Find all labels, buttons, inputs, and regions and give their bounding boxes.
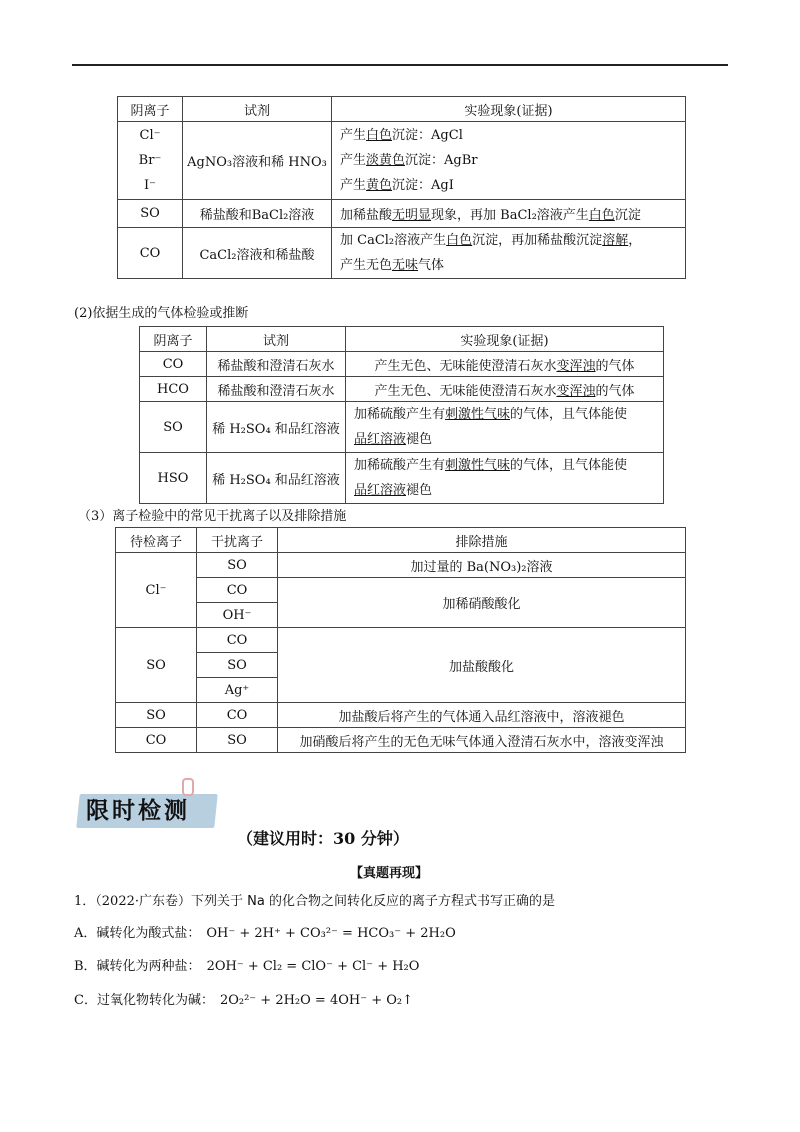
- time-hint: （建议用时：30 分钟）: [237, 829, 409, 848]
- col-header: 排除措施: [278, 528, 686, 553]
- result-line: 加稀硫酸产生有刺激性气味的气体，且气体能使: [354, 407, 628, 422]
- result-line: 产生黄色沉淀：AgI: [340, 178, 454, 193]
- header-rule: [72, 64, 728, 66]
- section-banner: [74, 788, 219, 830]
- ion-cell: HCO: [140, 377, 207, 402]
- result-cell: [332, 228, 686, 279]
- option-c: [74, 989, 413, 1008]
- col-header: 实验现象(证据): [346, 327, 664, 352]
- result-line: 品红溶液褪色: [354, 483, 433, 498]
- method-cell: 加过量的 Ba(NO₃)₂溶液: [278, 553, 686, 578]
- caption-gas-test: (2)依据生成的气体检验或推断: [74, 306, 249, 321]
- ion-label: Br⁻: [138, 153, 162, 168]
- col-header: 试剂: [183, 97, 332, 122]
- result-line: 加稀硫酸产生有刺激性气味的气体，且气体能使: [354, 458, 628, 473]
- reagent-cell: 稀 H₂SO₄ 和品红溶液: [207, 453, 346, 504]
- paperclip-icon: [182, 778, 194, 796]
- reagent-cell: 稀盐酸和澄清石灰水: [207, 377, 346, 402]
- reagent-cell: 稀盐酸和澄清石灰水: [207, 352, 346, 377]
- interf-cell: CO: [197, 703, 278, 728]
- ion-cell: SO: [140, 402, 207, 453]
- table-header-row: [116, 528, 686, 553]
- col-header: 阴离子: [140, 327, 207, 352]
- option-label: C．过氧化物转化为碱：: [74, 993, 214, 1008]
- table-header-row: [118, 97, 686, 122]
- caption-interference: （3）离子检验中的常见干扰离子以及排除措施: [78, 509, 347, 524]
- interf-cell: SO: [197, 553, 278, 578]
- interf-cell: SO: [197, 728, 278, 753]
- table-precipitation: [117, 96, 686, 279]
- ion-cell: CO: [118, 228, 183, 279]
- reagent-cell: 稀 H₂SO₄ 和品红溶液: [207, 402, 346, 453]
- result-line: 品红溶液褪色: [354, 432, 433, 447]
- reagent-cell: AgNO₃溶液和稀 HNO₃: [183, 122, 332, 200]
- option-a: [74, 922, 456, 941]
- table-gas: [139, 326, 664, 504]
- interf-cell: CO: [197, 578, 278, 603]
- reagent-cell: 稀盐酸和BaCl₂溶液: [183, 200, 332, 228]
- table-row: [140, 377, 664, 402]
- table-row: [140, 352, 664, 377]
- target-cell: SO: [116, 628, 197, 703]
- option-equation: OH⁻ + 2H⁺ + CO₃²⁻ = HCO₃⁻ + 2H₂O: [206, 926, 456, 941]
- ion-label: I⁻: [144, 178, 156, 193]
- banner-title: 限时检测: [86, 798, 190, 824]
- table-row: [140, 402, 664, 453]
- target-cell: Cl⁻: [116, 553, 197, 628]
- ion-cell: [118, 122, 183, 200]
- result-cell: 产生无色、无味能使澄清石灰水变浑浊的气体: [346, 352, 664, 377]
- method-cell: 加盐酸酸化: [278, 628, 686, 703]
- interf-cell: Ag⁺: [197, 678, 278, 703]
- result-line: 产生淡黄色沉淀：AgBr: [340, 153, 478, 168]
- target-cell: CO: [116, 728, 197, 753]
- reagent-cell: CaCl₂溶液和稀盐酸: [183, 228, 332, 279]
- method-cell: 加硝酸后将产生的无色无味气体通入澄清石灰水中，溶液变浑浊: [278, 728, 686, 753]
- table-interference: [115, 527, 686, 753]
- option-equation: 2O₂²⁻ + 2H₂O = 4OH⁻ + O₂↑: [219, 993, 414, 1008]
- method-cell: 加盐酸后将产生的气体通入品红溶液中，溶液褪色: [278, 703, 686, 728]
- table-header-row: [140, 327, 664, 352]
- result-line: 产生白色沉淀：AgCl: [340, 128, 463, 143]
- table-row: [116, 553, 686, 578]
- result-cell: [332, 122, 686, 200]
- result-line: 产生无色无味气体: [340, 258, 445, 273]
- section-heading: 【真题再现】: [350, 866, 429, 881]
- interf-cell: CO: [197, 628, 278, 653]
- option-label: A．碱转化为酸式盐：: [74, 926, 201, 941]
- ion-cell: SO: [118, 200, 183, 228]
- col-header: 实验现象(证据): [332, 97, 686, 122]
- col-header: 试剂: [207, 327, 346, 352]
- col-header: 阴离子: [118, 97, 183, 122]
- stem-text: 1．（2022·广东卷）下列关于: [74, 894, 243, 909]
- result-cell: 产生无色、无味能使澄清石灰水变浑浊的气体: [346, 377, 664, 402]
- ion-cell: HSO: [140, 453, 207, 504]
- option-label: B．碱转化为两种盐：: [74, 959, 201, 974]
- table-row: [140, 453, 664, 504]
- question-stem: [74, 890, 555, 909]
- option-equation: 2OH⁻ + Cl₂ = ClO⁻ + Cl⁻ + H₂O: [206, 959, 420, 974]
- col-header: 待检离子: [116, 528, 197, 553]
- table-row: [116, 628, 686, 653]
- result-line: 加 CaCl₂溶液产生白色沉淀，再加稀盐酸沉淀溶解，: [340, 233, 642, 248]
- option-b: [74, 955, 419, 974]
- table-row: [118, 200, 686, 228]
- result-cell: 加稀盐酸无明显现象，再加 BaCl₂溶液产生白色沉淀: [332, 200, 686, 228]
- result-cell: [346, 453, 664, 504]
- col-header: 干扰离子: [197, 528, 278, 553]
- stem-formula: Na: [247, 894, 265, 909]
- target-cell: SO: [116, 703, 197, 728]
- interf-cell: OH⁻: [197, 603, 278, 628]
- interf-cell: SO: [197, 653, 278, 678]
- table-row: [118, 122, 686, 200]
- method-cell: 加稀硝酸酸化: [278, 578, 686, 628]
- table-row: [116, 703, 686, 728]
- ion-cell: CO: [140, 352, 207, 377]
- table-row: [116, 728, 686, 753]
- ion-label: Cl⁻: [139, 128, 161, 143]
- table-row: [118, 228, 686, 279]
- result-cell: [346, 402, 664, 453]
- table-row: [116, 578, 686, 603]
- stem-text: 的化合物之间转化反应的离子方程式书写正确的是: [268, 894, 555, 909]
